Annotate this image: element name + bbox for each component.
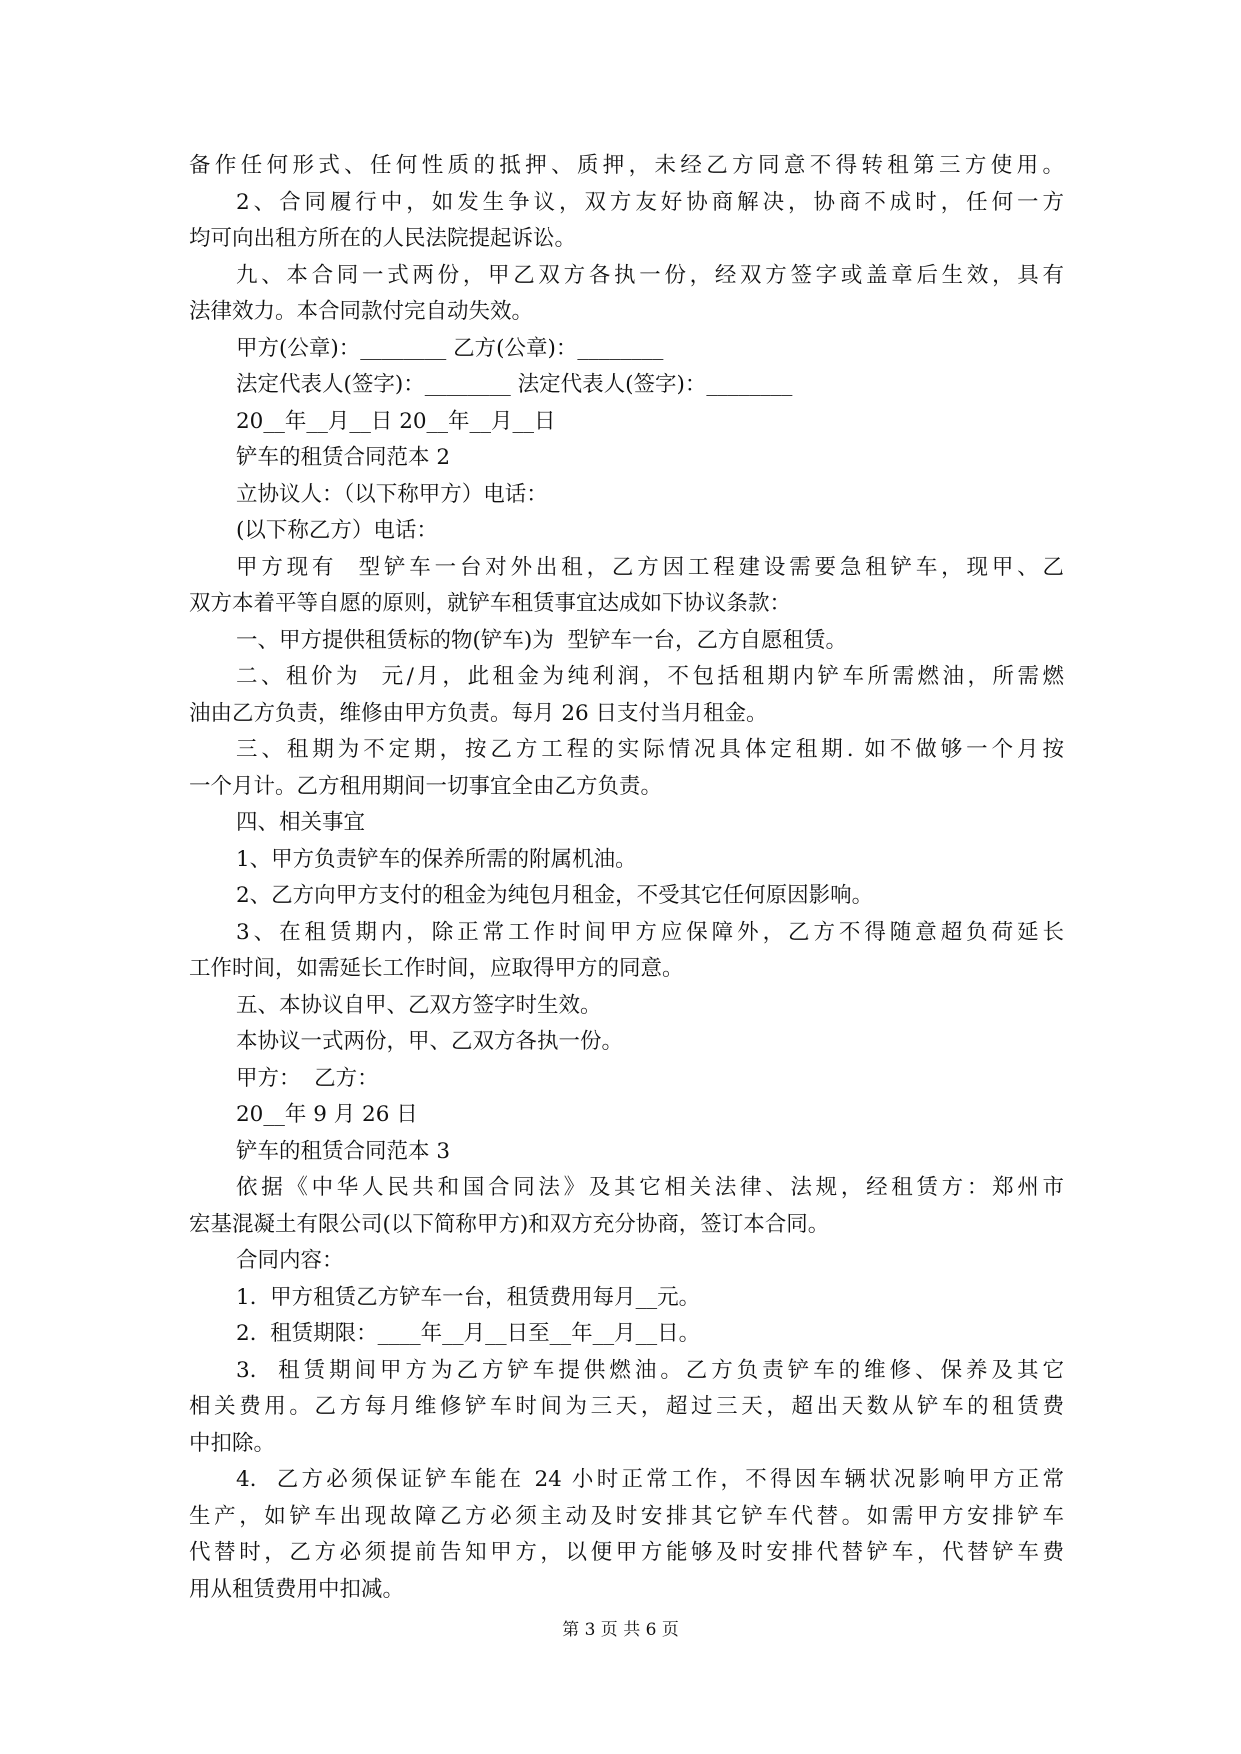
date-line: 20__年__月__日 20__年__月__日 [236,408,556,434]
document-body [189,148,1064,1608]
text-line: 1. 甲方租赁乙方铲车一台，租赁费用每月__元。 [236,1284,701,1310]
text-line: 合同内容： [236,1248,344,1273]
text-line: 备作任何形式、任何性质的抵押、质押，未经乙方同意不得转租第三方使用。 [189,153,1064,178]
text-line: 甲方现有 型铲车一台对外出租，乙方因工程建设需要急租铲车，现甲、乙 [236,554,1064,580]
text-line: 均可向出租方所在的人民法院提起诉讼。 [189,226,577,251]
text-line: 依据《中华人民共和国合同法》及其它相关法律、法规，经租赁方：郑州市 [236,1175,1064,1200]
text-line: 2、合同履行中，如发生争议，双方友好协商解决，协商不成时，任何一方 [236,189,1064,215]
section-title: 铲车的租赁合同范本 2 [236,445,451,470]
text-line: 2、乙方向甲方支付的租金为纯包月租金，不受其它任何原因影响。 [236,883,874,908]
text-line: 2. 租赁期限：____年__月__日至__年__月__日。 [236,1321,701,1346]
text-line: 代替时，乙方必须提前告知甲方，以便甲方能够及时安排代替铲车，代替铲车费 [189,1540,1064,1565]
text-line: 四、相关事宜 [236,810,366,835]
text-line: (以下称乙方）电话： [236,518,438,543]
section-title: 铲车的租赁合同范本 3 [236,1138,451,1164]
text-line: 九、本合同一式两份，甲乙双方各执一份，经双方签字或盖章后生效，具有 [236,262,1064,288]
text-line: 五、本协议自甲、乙双方签字时生效。 [236,992,602,1018]
signature-line: 法定代表人(签字)：________ 法定代表人(签字)：________ [236,372,793,397]
text-line: 法律效力。本合同款付完自动失效。 [189,299,534,324]
text-line: 3、在租赁期内，除正常工作时间甲方应保障外，乙方不得随意超负荷延长 [236,919,1064,945]
text-line: 双方本着平等自愿的原则，就铲车租赁事宜达成如下协议条款： [189,591,792,616]
text-line: 4. 乙方必须保证铲车能在 24 小时正常工作，不得因车辆状况影响甲方正常 [236,1467,1064,1492]
text-line: 本协议一式两份，甲、乙双方各执一份。 [236,1029,624,1054]
text-line: 中扣除。 [189,1430,276,1456]
text-line: 油由乙方负责，维修由甲方负责。每月 26 日支付当月租金。 [189,700,768,726]
text-line: 宏基混凝土有限公司(以下简称甲方)和双方充分协商，签订本合同。 [189,1211,830,1237]
text-line: 立协议人：（以下称甲方）电话： [236,481,548,507]
text-line: 3. 租赁期间甲方为乙方铲车提供燃油。乙方负责铲车的维修、保养及其它 [236,1357,1064,1383]
page-number: 第 3 页 共 6 页 [562,1620,679,1640]
text-line: 1、甲方负责铲车的保养所需的附属机油。 [236,846,637,872]
text-line: 一、甲方提供租赁标的物(铲车)为 型铲车一台，乙方自愿租赁。 [236,627,847,653]
text-line: 用从租赁费用中扣减。 [189,1576,405,1602]
signature-line: 甲方(公章)：________ 乙方(公章)：________ [236,335,664,361]
text-line: 工作时间，如需延长工作时间，应取得甲方的同意。 [189,956,684,981]
text-line: 生产，如铲车出现故障乙方必须主动及时安排其它铲车代替。如需甲方安排铲车 [189,1503,1064,1529]
signature-line: 甲方： 乙方： [236,1065,379,1091]
text-line: 相关费用。乙方每月维修铲车时间为三天，超过三天，超出天数从铲车的租赁费 [189,1394,1064,1419]
text-line: 二、租价为 元/月，此租金为纯利润，不包括租期内铲车所需燃油，所需燃 [236,664,1064,689]
text-line: 一个月计。乙方租用期间一切事宜全由乙方负责。 [189,773,663,799]
text-line: 三、租期为不定期，按乙方工程的实际情况具体定租期. 如不做够一个月按 [236,737,1064,762]
date-line: 20__年 9 月 26 日 [236,1102,418,1127]
